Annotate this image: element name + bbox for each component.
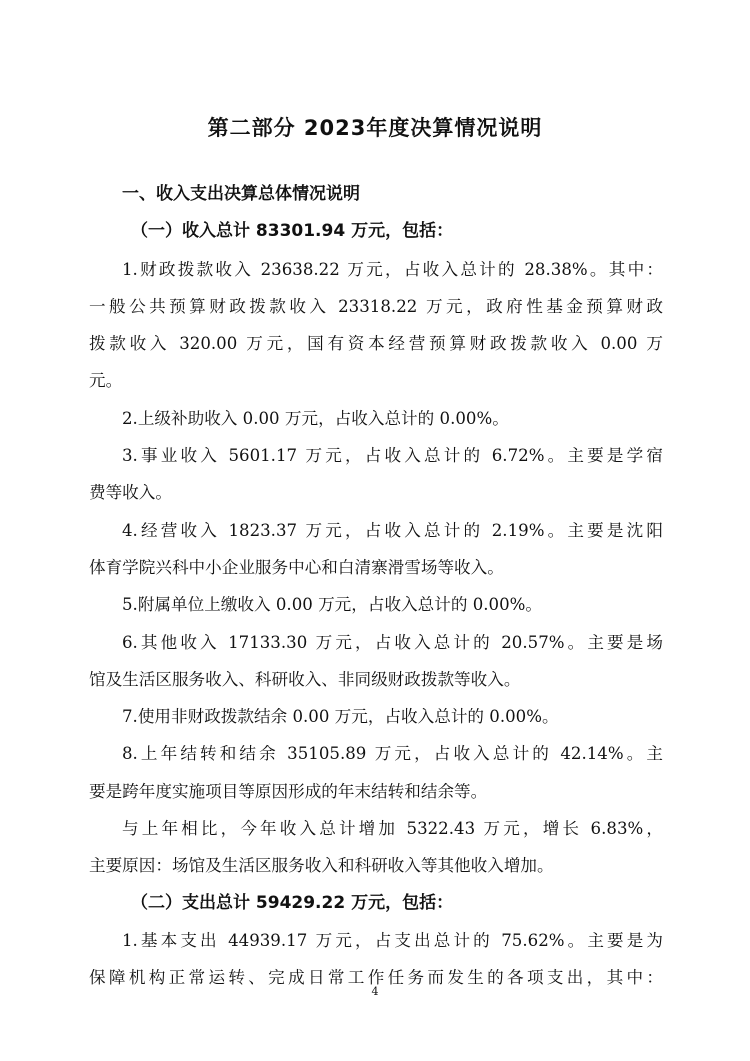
text-line: 要是跨年度实施项目等原因形成的年末结转和结余等。 — [89, 781, 488, 801]
text-line: 主要原因：场馆及生活区服务收入和科研收入等其他收入增加。 — [89, 856, 554, 876]
paragraph — [89, 586, 663, 623]
page-title: 第二部分 2023年度决算情况说明 — [207, 116, 543, 140]
text-line: 1.基本支出 44939.17 万元，占支出总计的 75.62%。主要是为 — [122, 930, 663, 950]
text-line: 元。 — [89, 371, 123, 391]
text-line: 6.其他收入 17133.30 万元，占收入总计的 20.57%。主要是场 — [122, 632, 663, 652]
text-line: 体育学院兴科中小企业服务中心和白清寨滑雪场等收入。 — [89, 557, 504, 577]
section-heading: 一、收入支出决算总体情况说明 — [122, 184, 360, 204]
document-body — [89, 176, 663, 997]
text-line: 1.财政拨款收入 23638.22 万元，占收入总计的 28.38%。其中： — [122, 259, 663, 279]
text-line: 4.经营收入 1823.37 万元，占收入总计的 2.19%。主要是沈阳 — [122, 520, 663, 540]
text-line: 7.使用非财政拨款结余 0.00 万元，占收入总计的 0.00%。 — [122, 707, 559, 727]
text-line: 费等收入。 — [89, 483, 172, 503]
text-line: 5.附属单位上缴收入 0.00 万元，占收入总计的 0.00%。 — [122, 595, 543, 615]
paragraph — [89, 512, 663, 587]
text-line: 8.上年结转和结余 35105.89 万元，占收入总计的 42.14%。主 — [122, 744, 663, 764]
page-number: 4 — [371, 985, 379, 998]
text-line: 3.事业收入 5601.17 万元，占收入总计的 6.72%。主要是学宿 — [122, 446, 663, 466]
paragraph — [89, 810, 663, 885]
text-line: 一般公共预算财政拨款收入 23318.22 万元，政府性基金预算财政 — [89, 296, 663, 316]
income-total-heading: （一）收入总计 83301.94 万元，包括： — [131, 221, 454, 242]
paragraph — [89, 400, 663, 437]
paragraph — [89, 437, 663, 512]
paragraph — [89, 735, 663, 810]
text-line: 馆及生活区服务收入、科研收入、非同级财政拨款等收入。 — [89, 669, 521, 689]
text-line: 保障机构正常运转、完成日常工作任务而发生的各项支出，其中： — [89, 968, 663, 988]
expense-total-heading: （二）支出总计 59429.22 万元，包括： — [131, 892, 454, 913]
text-line: 与上年相比，今年收入总计增加 5322.43 万元，增长 6.83%， — [122, 819, 663, 839]
text-line: 拨款收入 320.00 万元，国有资本经营预算财政拨款收入 0.00 万 — [89, 334, 663, 354]
text-line: 2.上级补助收入 0.00 万元，占收入总计的 0.00%。 — [122, 408, 509, 428]
paragraph — [89, 624, 663, 699]
paragraph — [89, 698, 663, 735]
paragraph — [89, 251, 663, 400]
